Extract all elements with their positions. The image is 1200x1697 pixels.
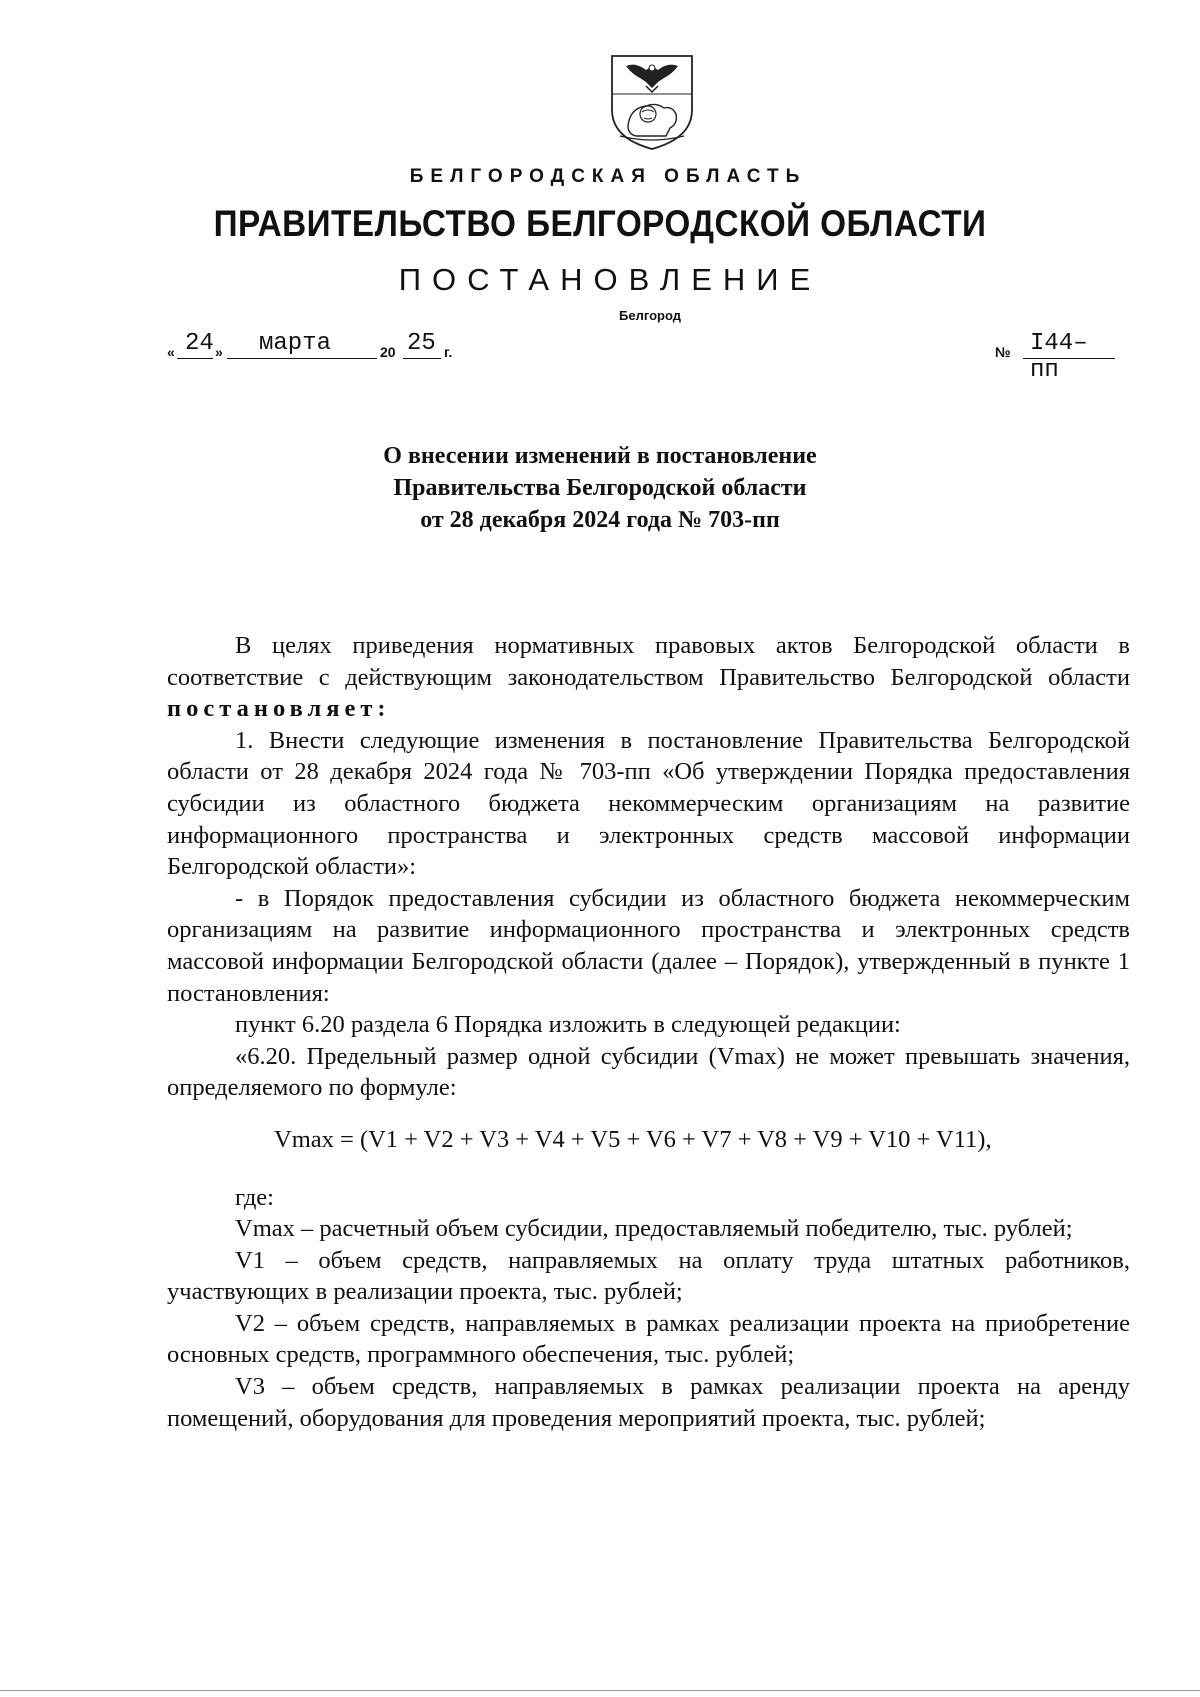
definition-v2: V2 – объем средств, направляемых в рамках реализации проекта на приобретение основных средств, программного обеспечения, тыс. рублей; xyxy=(167,1309,1130,1369)
document-title xyxy=(0,440,1200,536)
clause-1: 1. Внести следующие изменения в постановление Правительства Белгородской области от 28 декабря 2024 года № 703-пп «Об утверждении Порядка предоставления субсидии из областного бюджета некоммерческим организациям на развитие информационного пространства и электронных средств массовой информации Белгородской области»: xyxy=(167,726,1130,881)
number-label: № xyxy=(995,344,1011,360)
definition-vmax: Vmax – расчетный объем субсидии, предоставляемый победителю, тыс. рублей; xyxy=(235,1215,1073,1243)
formula: Vmax = (V1 + V2 + V3 + V4 + V5 + V6 + V7 + V8 + V9 + V10 + V11), xyxy=(274,1125,992,1153)
date-year: 25 xyxy=(407,330,436,357)
coat-of-arms-icon xyxy=(606,52,698,152)
title-line-2: Правительства Белгородской области xyxy=(393,475,807,501)
amendment-instruction: пункт 6.20 раздела 6 Порядка изложить в следующей редакции: xyxy=(235,1011,901,1039)
resolves-word: постановляет: xyxy=(167,695,391,723)
date-day: 24 xyxy=(185,330,214,357)
date-month: марта xyxy=(259,330,332,357)
preamble-paragraph: В целях приведения нормативных правовых актов Белгородской области в соответствие с действующим законодательством Правительство Белгородской области постановляет: xyxy=(167,632,1130,723)
region-name: БЕЛГОРОДСКАЯ ОБЛАСТЬ xyxy=(409,166,807,187)
city-name: Белгород xyxy=(619,308,681,323)
document-type: ПОСТАНОВЛЕНИЕ xyxy=(398,262,822,297)
document-body xyxy=(167,630,1130,1434)
date-number-line xyxy=(167,330,1088,384)
definition-v3: V3 – объем средств, направляемых в рамках реализации проекта на аренду помещений, оборудования для проведения мероприятий проекта, тыс. рублей; xyxy=(167,1373,1130,1432)
year-prefix: 20 xyxy=(380,344,396,360)
title-line-3: от 28 декабря 2024 года № 703-пп xyxy=(420,507,780,533)
where-label: где: xyxy=(235,1183,274,1211)
close-quote: » xyxy=(215,344,223,360)
government-name: ПРАВИТЕЛЬСТВО БЕЛГОРОДСКОЙ ОБЛАСТИ xyxy=(213,203,987,244)
year-mark: г. xyxy=(444,344,453,360)
document-number: I44–пп xyxy=(1030,330,1088,384)
clause-1-item: - в Порядок предоставления субсидии из областного бюджета некоммерческим организациям на развитие информационного пространства и электронных средств массовой информации Белгородской области (далее – Порядок), утвержденный в пункте 1 постановления: xyxy=(167,884,1130,1007)
page-bottom-rule xyxy=(0,1690,1200,1691)
open-quote: « xyxy=(167,344,175,360)
clause-6-20: «6.20. Предельный размер одной субсидии (Vmax) не может превышать значения, определяемого по формуле: xyxy=(167,1042,1130,1102)
title-line-1: О внесении изменений в постановление xyxy=(383,443,817,469)
definition-v1: V1 – объем средств, направляемых на оплату труда штатных работников, участвующих в реализации проекта, тыс. рублей; xyxy=(167,1246,1130,1306)
